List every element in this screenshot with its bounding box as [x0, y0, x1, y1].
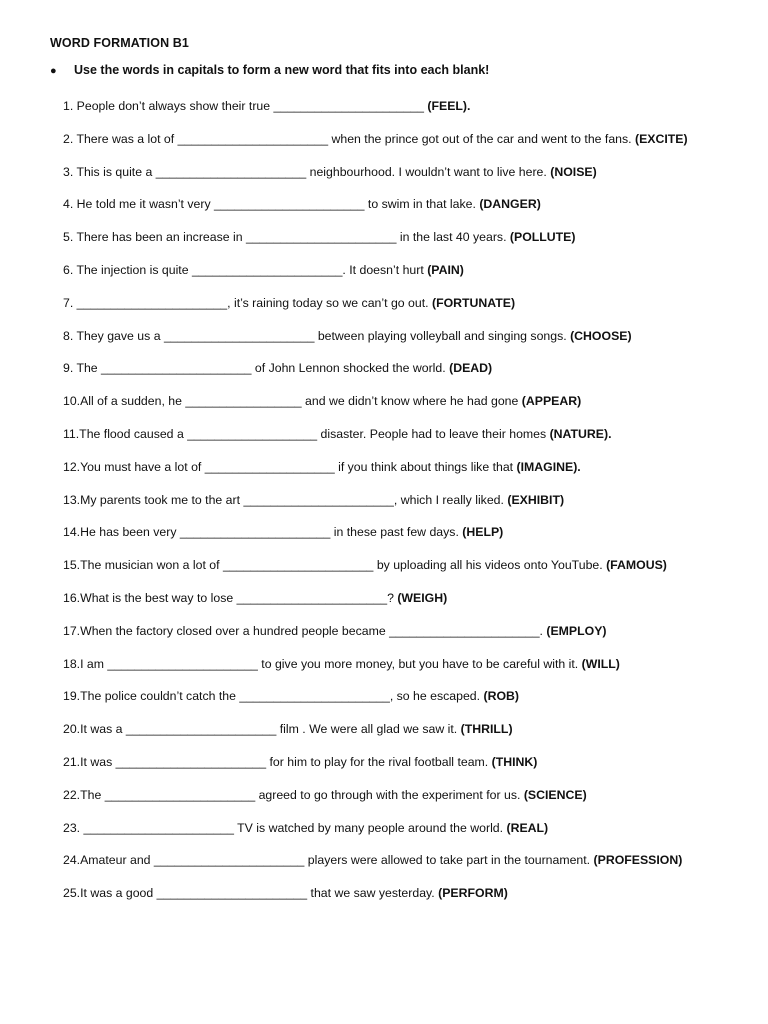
keyword: (NOISE) — [550, 164, 597, 179]
exercise-item — [63, 720, 753, 753]
sentence-text: 19.The police couldn’t catch the ______________________, so he escaped. — [63, 689, 484, 704]
sentence-text: 14.He has been very ______________________ in these past few days. — [63, 525, 463, 540]
instruction-line — [50, 63, 489, 77]
keyword: (THINK) — [491, 754, 538, 769]
keyword: (POLLUTE) — [509, 230, 576, 245]
exercise-item — [63, 359, 753, 392]
exercise-item — [63, 687, 753, 720]
keyword: (REAL) — [506, 820, 549, 835]
sentence-text: 10.All of a sudden, he _________________ and we didn’t know where he had gone — [63, 394, 522, 409]
keyword: (WEIGH) — [397, 590, 448, 605]
exercise-item — [63, 491, 753, 524]
keyword: (EXHIBIT) — [507, 492, 565, 507]
sentence-text: 8. They gave us a ______________________ between playing volleyball and singing songs. — [63, 328, 571, 343]
sentence-text: 11.The flood caused a ___________________ disaster. People had to leave their homes — [63, 426, 550, 441]
instruction-text: Use the words in capitals to form a new word that fits into each blank! — [74, 63, 490, 77]
exercise-item — [63, 556, 753, 589]
exercise-item — [63, 392, 753, 425]
keyword: (PROFESSION) — [593, 853, 683, 868]
keyword: (FORTUNATE) — [431, 295, 516, 310]
exercise-item — [63, 97, 753, 130]
sentence-text: 17.When the factory closed over a hundred people became ______________________. — [63, 623, 547, 638]
worksheet-title: WORD FORMATION B1 — [50, 36, 189, 50]
keyword: (DANGER) — [479, 197, 541, 212]
exercise-item — [63, 425, 753, 458]
keyword: (NATURE). — [549, 426, 612, 441]
exercise-item — [63, 327, 753, 360]
sentence-text: 2. There was a lot of ______________________ when the prince got out of the car and went to the fans. — [63, 131, 635, 146]
exercise-list — [63, 97, 753, 917]
exercise-item — [63, 622, 753, 655]
keyword: (THRILL) — [460, 722, 513, 737]
sentence-text: 22.The ______________________ agreed to go through with the experiment for us. — [63, 787, 524, 802]
keyword: (IMAGINE). — [516, 459, 581, 474]
exercise-item — [63, 294, 753, 327]
exercise-item — [63, 163, 753, 196]
exercise-item — [63, 589, 753, 622]
keyword: (FAMOUS) — [606, 558, 667, 573]
bullet-icon: ● — [50, 65, 57, 77]
sentence-text: 9. The ______________________ of John Lennon shocked the world. — [63, 361, 450, 376]
sentence-text: 24.Amateur and ______________________ players were allowed to take part in the tournament. — [63, 853, 594, 868]
keyword: (DEAD) — [449, 361, 493, 376]
exercise-item — [63, 523, 753, 556]
sentence-text: 4. He told me it wasn’t very ______________________ to swim in that lake. — [63, 197, 480, 212]
keyword: (PERFORM) — [438, 886, 508, 901]
sentence-text: 12.You must have a lot of ___________________ if you think about things like that — [63, 459, 517, 474]
exercise-item — [63, 228, 753, 261]
keyword: (CHOOSE) — [570, 328, 632, 343]
exercise-item — [63, 884, 753, 917]
exercise-item — [63, 753, 753, 786]
sentence-text: 16.What is the best way to lose ______________________? — [63, 590, 398, 605]
keyword: (APPEAR) — [521, 394, 582, 409]
exercise-item — [63, 261, 753, 294]
sentence-text: 5. There has been an increase in ______________________ in the last 40 years. — [63, 230, 510, 245]
sentence-text: 18.I am ______________________ to give you more money, but you have to be careful with it. — [63, 656, 582, 671]
keyword: (SCIENCE) — [523, 787, 587, 802]
keyword: (ROB) — [483, 689, 520, 704]
exercise-item — [63, 786, 753, 819]
sentence-text: 1. People don’t always show their true ______________________ — [63, 99, 428, 113]
exercise-item — [63, 655, 753, 688]
sentence-text: 25.It was a good ______________________ that we saw yesterday. — [63, 886, 439, 901]
sentence-text: 3. This is quite a ______________________ neighbourhood. I wouldn’t want to live here. — [63, 164, 551, 179]
exercise-item — [63, 819, 753, 852]
sentence-text: 21.It was ______________________ for him to play for the rival football team. — [63, 754, 492, 769]
keyword: (EXCITE) — [635, 131, 688, 146]
sentence-text: 15.The musician won a lot of ______________________ by uploading all his videos onto YouTube. — [63, 558, 607, 573]
keyword: (FEEL). — [427, 99, 471, 113]
keyword: (EMPLOY) — [546, 623, 607, 638]
sentence-text: 13.My parents took me to the art ______________________, which I really liked. — [63, 492, 508, 507]
sentence-text: 6. The injection is quite ______________________. It doesn’t hurt — [63, 262, 428, 277]
exercise-item — [63, 458, 753, 491]
exercise-item — [63, 130, 753, 163]
exercise-item — [63, 195, 753, 228]
keyword: (PAIN) — [427, 262, 464, 277]
keyword: (HELP) — [462, 525, 504, 540]
sentence-text: 20.It was a ______________________ film . We were all glad we saw it. — [63, 722, 461, 737]
sentence-text: 23. ______________________ TV is watched by many people around the world. — [63, 820, 507, 835]
keyword: (WILL) — [581, 656, 620, 671]
sentence-text: 7. ______________________, it’s raining today so we can’t go out. — [63, 295, 432, 310]
exercise-item — [63, 851, 753, 884]
